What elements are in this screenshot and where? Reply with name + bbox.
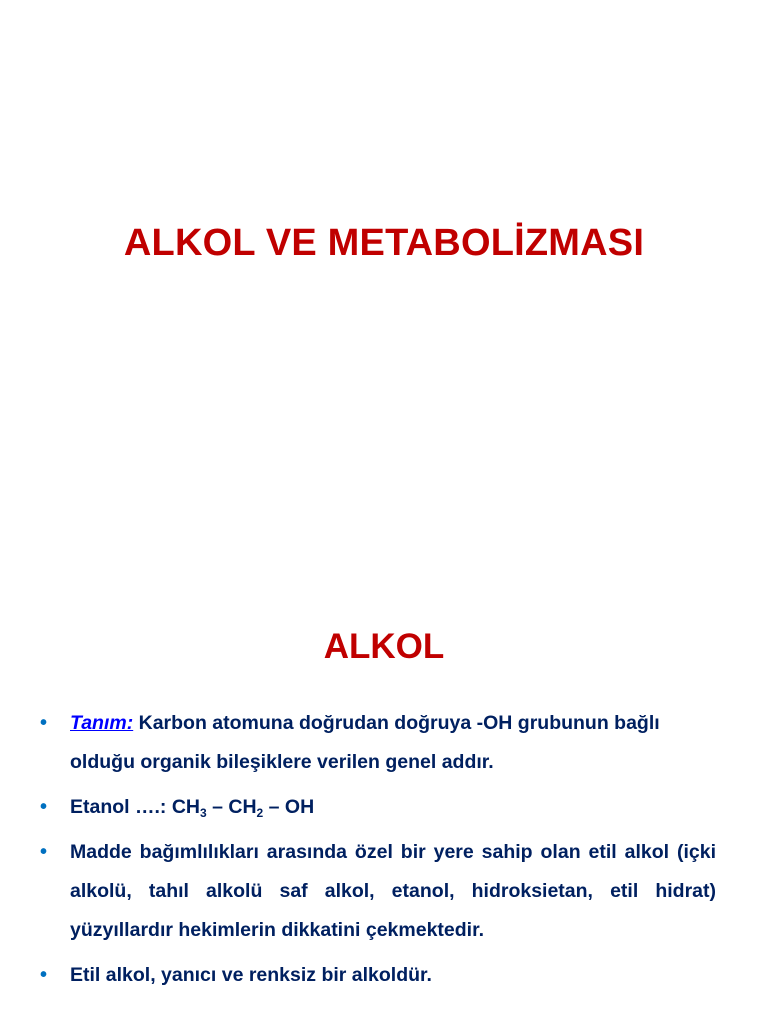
bullet-list (40, 704, 716, 1001)
formula-suffix: – OH (263, 796, 315, 818)
bullet-ethanol-formula (40, 788, 716, 827)
bullet-addiction (40, 833, 716, 950)
definition-text: Karbon atomuna doğrudan doğruya -OH grubunun bağlı olduğu organik bileşiklere verilen genel addır. (70, 712, 660, 773)
section-title: ALKOL (323, 627, 445, 666)
properties-text: Etil alkol, yanıcı ve renksiz bir alkoldür. (70, 964, 432, 986)
bullet-dot-icon: • (40, 712, 48, 734)
bullet-dot-icon: • (40, 841, 48, 863)
bullet-properties (40, 956, 716, 995)
formula-mid: – CH (206, 796, 257, 818)
formula-prefix: Etanol ….: CH (70, 796, 200, 818)
formula-subscript-3: 3 (200, 806, 207, 820)
slide-alkol (0, 512, 768, 1024)
addiction-text: Madde bağımlılıkları arasında özel bir yere sahip olan etil alkol (içki alkolü, tahıl alkolü saf alkol, etanol, hidroksietan, etil hidrat) yüzyıllardır hekimlerin dikkatini çekmektedir. (70, 841, 716, 941)
bullet-definition (40, 704, 716, 782)
bullet-dot-icon: • (40, 964, 48, 986)
formula-subscript-2: 2 (256, 806, 264, 820)
definition-label: Tanım: (70, 712, 134, 734)
slide-title-heading: ALKOL VE METABOLİZMASI (123, 222, 645, 264)
bullet-dot-icon: • (40, 796, 48, 818)
